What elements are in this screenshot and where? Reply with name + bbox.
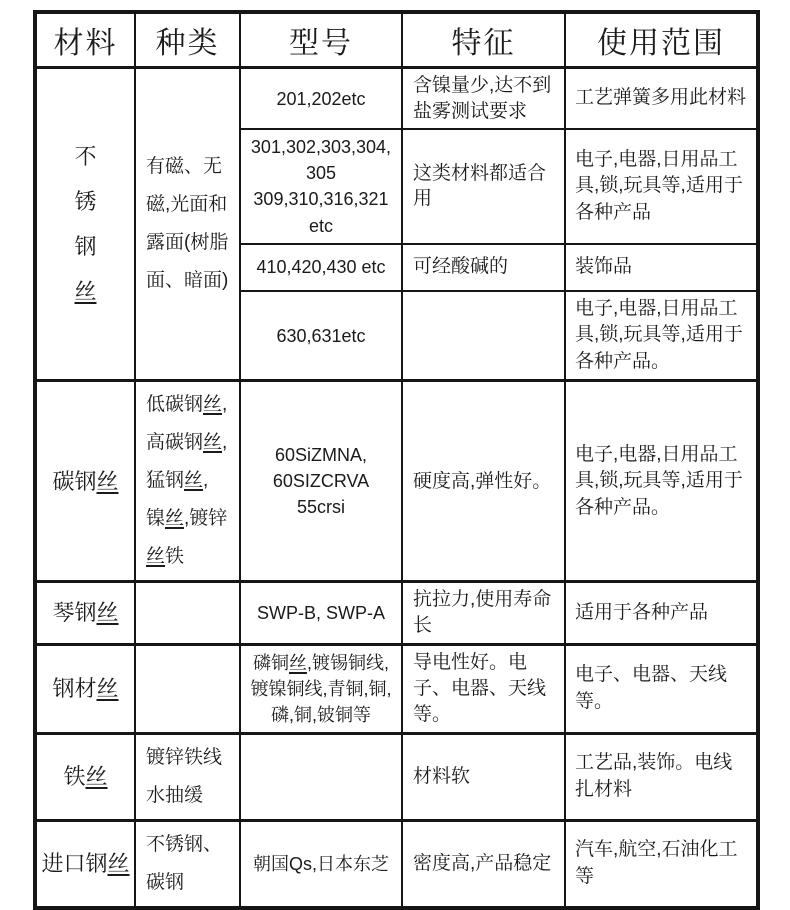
usage-cell: 装饰品 bbox=[565, 244, 758, 291]
material-cell: 碳钢丝 bbox=[35, 381, 135, 582]
model-cell: SWP-B, SWP-A bbox=[240, 582, 402, 644]
type-cell: 不锈钢、碳钢 bbox=[135, 821, 240, 909]
feature-cell: 可经酸碱的 bbox=[402, 244, 565, 291]
model-cell: 410,420,430 etc bbox=[240, 244, 402, 291]
header-material: 材料 bbox=[35, 12, 135, 68]
row-iron bbox=[35, 734, 758, 821]
model-cell: 60SiZMNA, 60SIZCRVA 55crsi bbox=[240, 381, 402, 582]
feature-cell: 含镍量少,达不到盐雾测试要求 bbox=[402, 68, 565, 130]
feature-cell: 导电性好。电子、电器、天线等。 bbox=[402, 644, 565, 733]
material-cell bbox=[35, 68, 135, 381]
feature-cell: 密度高,产品稳定 bbox=[402, 821, 565, 909]
material-cell: 钢材丝 bbox=[35, 644, 135, 733]
material-cell: 琴钢丝 bbox=[35, 582, 135, 644]
usage-cell: 电子,电器,日用品工具,锁,玩具等,适用于各种产品。 bbox=[565, 381, 758, 582]
feature-cell: 材料软 bbox=[402, 734, 565, 821]
header-type: 种类 bbox=[135, 12, 240, 68]
row-stainless-1 bbox=[35, 68, 758, 130]
model-cell: 朝国Qs,日本东芝 bbox=[240, 821, 402, 909]
usage-cell: 工艺品,装饰。电线扎材料 bbox=[565, 734, 758, 821]
feature-cell: 这类材料都适合用 bbox=[402, 129, 565, 243]
row-import bbox=[35, 821, 758, 909]
header-model: 型号 bbox=[240, 12, 402, 68]
feature-cell bbox=[402, 291, 565, 381]
type-cell: 低碳钢丝, 高碳钢丝, 猛钢丝, 镍丝,镀锌丝铁 bbox=[135, 381, 240, 582]
type-cell bbox=[135, 644, 240, 733]
model-cell bbox=[240, 734, 402, 821]
model-cell: 201,202etc bbox=[240, 68, 402, 130]
row-steel-material bbox=[35, 644, 758, 733]
usage-cell: 电子,电器,日用品工具,锁,玩具等,适用于各种产品。 bbox=[565, 291, 758, 381]
row-piano bbox=[35, 582, 758, 644]
usage-cell: 汽车,航空,石油化工等 bbox=[565, 821, 758, 909]
usage-cell: 电子,电器,日用品工具,锁,玩具等,适用于各种产品 bbox=[565, 129, 758, 243]
header-usage: 使用范围 bbox=[565, 12, 758, 68]
material-spec-table bbox=[33, 10, 760, 910]
usage-cell: 电子、电器、天线等。 bbox=[565, 644, 758, 733]
type-cell bbox=[135, 582, 240, 644]
type-cell: 有磁、无磁,光面和露面(树脂面、暗面) bbox=[135, 68, 240, 381]
material-cell: 进口钢丝 bbox=[35, 821, 135, 909]
feature-cell: 硬度高,弹性好。 bbox=[402, 381, 565, 582]
feature-cell: 抗拉力,使用寿命长 bbox=[402, 582, 565, 644]
usage-cell: 适用于各种产品 bbox=[565, 582, 758, 644]
header-feature: 特征 bbox=[402, 12, 565, 68]
usage-cell: 工艺弹簧多用此材料 bbox=[565, 68, 758, 130]
model-cell: 磷铜丝,镀锡铜线,镀镍铜线,青铜,铜,磷,铜,铍铜等 bbox=[240, 644, 402, 733]
type-cell: 镀锌铁线 水抽缓 bbox=[135, 734, 240, 821]
material-vertical-text: 不锈钢丝 bbox=[74, 144, 97, 305]
model-cell: 630,631etc bbox=[240, 291, 402, 381]
header-row bbox=[35, 12, 758, 68]
model-cell: 301,302,303,304,305 309,310,316,321 etc bbox=[240, 129, 402, 243]
row-carbon bbox=[35, 381, 758, 582]
material-cell: 铁丝 bbox=[35, 734, 135, 821]
